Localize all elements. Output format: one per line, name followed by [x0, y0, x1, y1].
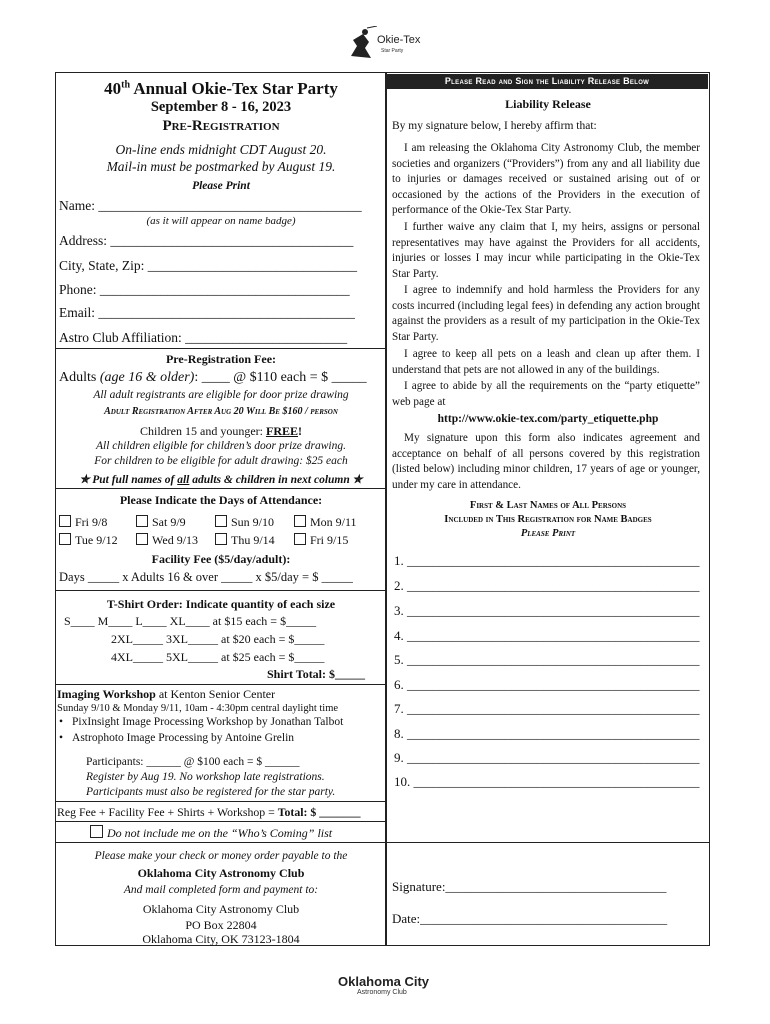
children-adult-drawing-note: For children to be eligible for adult drawing: $25 each [94, 455, 348, 467]
email-field[interactable]: Email: ______________________________________ [59, 305, 355, 320]
liability-release-title: Liability Release [505, 97, 591, 111]
signature-field[interactable]: Signature:__________________________________ [392, 879, 667, 894]
day-checkbox-wed-9-13[interactable]: Wed 9/13 [136, 533, 198, 548]
mail-address-line1: Oklahoma City Astronomy Club [142, 902, 300, 916]
attendee-name-line-4[interactable]: 4. _____________________________________________ [394, 628, 700, 643]
divider [55, 801, 387, 802]
okie-tex-logo [343, 24, 438, 64]
participants-line[interactable]: Participants: ______ @ $100 each = $ ______ [86, 756, 300, 768]
release-paragraph-3: I agree to indemnify and hold harmless the Providers for any costs incurred (including legal fees) in defending any action brought against the providers as a result of my participation in the Okie-Tex Star Party. [392, 284, 700, 343]
tshirt-row-small[interactable]: S____ M____ L____ XL____ at $15 each = $_____ [64, 614, 317, 628]
club-affiliation-field[interactable]: Astro Club Affiliation: ________________________ [59, 330, 348, 345]
adult-door-prize-note: All adult registrants are eligible for door prize drawing [93, 389, 349, 401]
release-paragraph-4: I agree to keep all pets on a leash and clean up after them. I understand that pets are not allowed in any of the buildings. [392, 348, 700, 376]
fee-heading: Pre-Registration Fee: [165, 352, 277, 366]
okc-astronomy-club-logo: Oklahoma City Astronomy Club [338, 963, 438, 997]
workshop-item: • Astrophoto Image Processing by Antoine Grelin [59, 732, 294, 744]
names-heading-2: Included in This Registration for Name Badges [444, 514, 652, 525]
full-names-note: ✯ Put full names of all adults & children in next column ✯ [79, 474, 363, 486]
grand-total-line[interactable]: Reg Fee + Facility Fee + Shirts + Workshop = Total: $ _______ [57, 805, 361, 819]
date-field[interactable]: Date:______________________________________ [392, 911, 668, 926]
attendee-name-line-9[interactable]: 9. _____________________________________________ [394, 750, 700, 765]
okc-club-name: Oklahoma City Astronomy Club [137, 866, 305, 880]
divider [55, 348, 387, 349]
star-icon: ✯ [352, 474, 363, 486]
whos-coming-checkbox[interactable]: Do not include me on the “Who’s Coming” list [90, 825, 332, 841]
please-print-note: Please Print [192, 180, 250, 192]
adults-fee-line[interactable]: Adults (age 16 & older): ____ @ $110 each = $ _____ [59, 370, 367, 385]
children-prize-note: All children eligible for children’s door prize drawing. [95, 440, 346, 452]
day-checkbox-sat-9-9[interactable]: Sat 9/9 [136, 515, 186, 530]
logo-name: Okie-Tex [377, 34, 421, 46]
event-title: 40th Annual Okie-Tex Star Party [104, 79, 338, 98]
tshirt-heading: T-Shirt Order: Indicate quantity of each size [106, 597, 336, 611]
names-heading-1: First & Last Names of All Persons [469, 500, 627, 511]
name-field[interactable]: Name: _______________________________________ [59, 198, 362, 213]
day-checkbox-fri-9-15[interactable]: Fri 9/15 [294, 533, 348, 548]
release-paragraph-2: I further waive any claim that I, my heirs, assigns or personal representatives may have against the Providers for all accidents, injuries or losses I may incur while participating in the Okie-Tex Star Party. [392, 221, 700, 280]
divider [55, 590, 387, 591]
day-checkbox-tue-9-12[interactable]: Tue 9/12 [59, 533, 118, 548]
days-heading: Please Indicate the Days of Attendance: [119, 493, 323, 507]
release-paragraph-6: My signature upon this form also indicates agreement and acceptance on behalf of all persons covered by this registration (listed below) including minor children, 17 years of age or younger, under my care in attendance. [392, 432, 700, 491]
mail-address-line3: Oklahoma City, OK 73123-1804 [142, 932, 300, 946]
day-checkbox-mon-9-11[interactable]: Mon 9/11 [294, 515, 357, 530]
divider [55, 821, 387, 822]
tshirt-row-2x3x[interactable]: 2XL_____ 3XL_____ at $20 each = $_____ [111, 632, 325, 646]
release-paragraph-5: I agree to abide by all the requirements on the “party etiquette” web page at [392, 380, 700, 408]
mailin-deadline: Mail-in must be postmarked by August 19. [106, 159, 336, 174]
day-checkbox-sun-9-10[interactable]: Sun 9/10 [215, 515, 274, 530]
names-please-print: Please Print [520, 528, 576, 539]
attendee-name-line-3[interactable]: 3. _____________________________________________ [394, 603, 700, 618]
adult-late-fee-note: Adult Registration After Aug 20 Will Be $160 / person [104, 406, 338, 417]
attendee-name-line-1[interactable]: 1. _____________________________________________ [394, 553, 700, 568]
mail-address-line2: PO Box 22804 [185, 918, 257, 932]
payable-note: Please make your check or money order payable to the [94, 850, 348, 862]
event-dates: September 8 - 16, 2023 [150, 99, 292, 115]
star-icon: ✯ [79, 474, 90, 486]
divider [55, 684, 387, 685]
attendee-name-line-2[interactable]: 2. _____________________________________________ [394, 578, 700, 593]
release-intro: By my signature below, I hereby affirm that: [392, 120, 597, 132]
imaging-workshop-heading: Imaging Workshop at Kenton Senior Center [57, 687, 276, 701]
imaging-workshop-time: Sunday 9/10 & Monday 9/11, 10am - 4:30pm central daylight time [57, 703, 339, 714]
mail-to-note: And mail completed form and payment to: [123, 884, 319, 896]
attendee-name-line-8[interactable]: 8. _____________________________________________ [394, 726, 700, 741]
day-checkbox-fri-9-8[interactable]: Fri 9/8 [59, 515, 107, 530]
workshop-item: • PixInsight Image Processing Workshop by Jonathan Talbot [59, 716, 343, 728]
address-field[interactable]: Address: ____________________________________ [59, 233, 354, 248]
telescope-logo-icon [343, 26, 379, 62]
attendee-name-line-7[interactable]: 7. _____________________________________________ [394, 701, 700, 716]
facility-heading: Facility Fee ($5/day/adult): [151, 552, 291, 566]
attendee-name-line-5[interactable]: 5. _____________________________________________ [394, 652, 700, 667]
tshirt-row-4x5x[interactable]: 4XL_____ 5XL_____ at $25 each = $_____ [111, 650, 325, 664]
participants-also-note: Participants must also be registered for the star party. [86, 786, 336, 798]
pre-registration-heading: Pre-Registration [162, 118, 280, 134]
divider [55, 488, 387, 489]
register-by-note: Register by Aug 19. No workshop late registrations. [86, 771, 325, 783]
attendee-name-line-6[interactable]: 6. _____________________________________________ [394, 677, 700, 692]
badge-note: (as it will appear on name badge) [146, 215, 296, 227]
attendee-name-line-10[interactable]: 10. ____________________________________________ [394, 774, 700, 789]
divider [55, 842, 710, 843]
city-state-zip-field[interactable]: City, State, Zip: _______________________________ [59, 258, 357, 273]
children-fee-line: Children 15 and younger: FREE! [140, 424, 302, 438]
day-checkbox-thu-9-14[interactable]: Thu 9/14 [215, 533, 275, 548]
facility-fee-line[interactable]: Days _____ x Adults 16 & over _____ x $5/day = $ _____ [59, 570, 353, 584]
shirt-total[interactable]: Shirt Total: $_____ [267, 667, 366, 681]
liability-header-bar: Please Read and Sign the Liability Release Below [386, 74, 708, 89]
logo-sub: Star Party [381, 48, 404, 54]
phone-field[interactable]: Phone: _____________________________________ [59, 282, 350, 297]
etiquette-url[interactable]: http://www.okie-tex.com/party_etiquette.php [437, 413, 659, 425]
online-deadline: On-line ends midnight CDT August 20. [115, 142, 327, 157]
release-paragraph-1: I am releasing the Oklahoma City Astronomy Club, the member societies and organizers (“Providers”) from any and all liability due to injuries or damages received or sustained arising out of or occasioned by the actions of the Providers in the execution of performance of the Okie-Tex Star Party. [392, 142, 700, 217]
